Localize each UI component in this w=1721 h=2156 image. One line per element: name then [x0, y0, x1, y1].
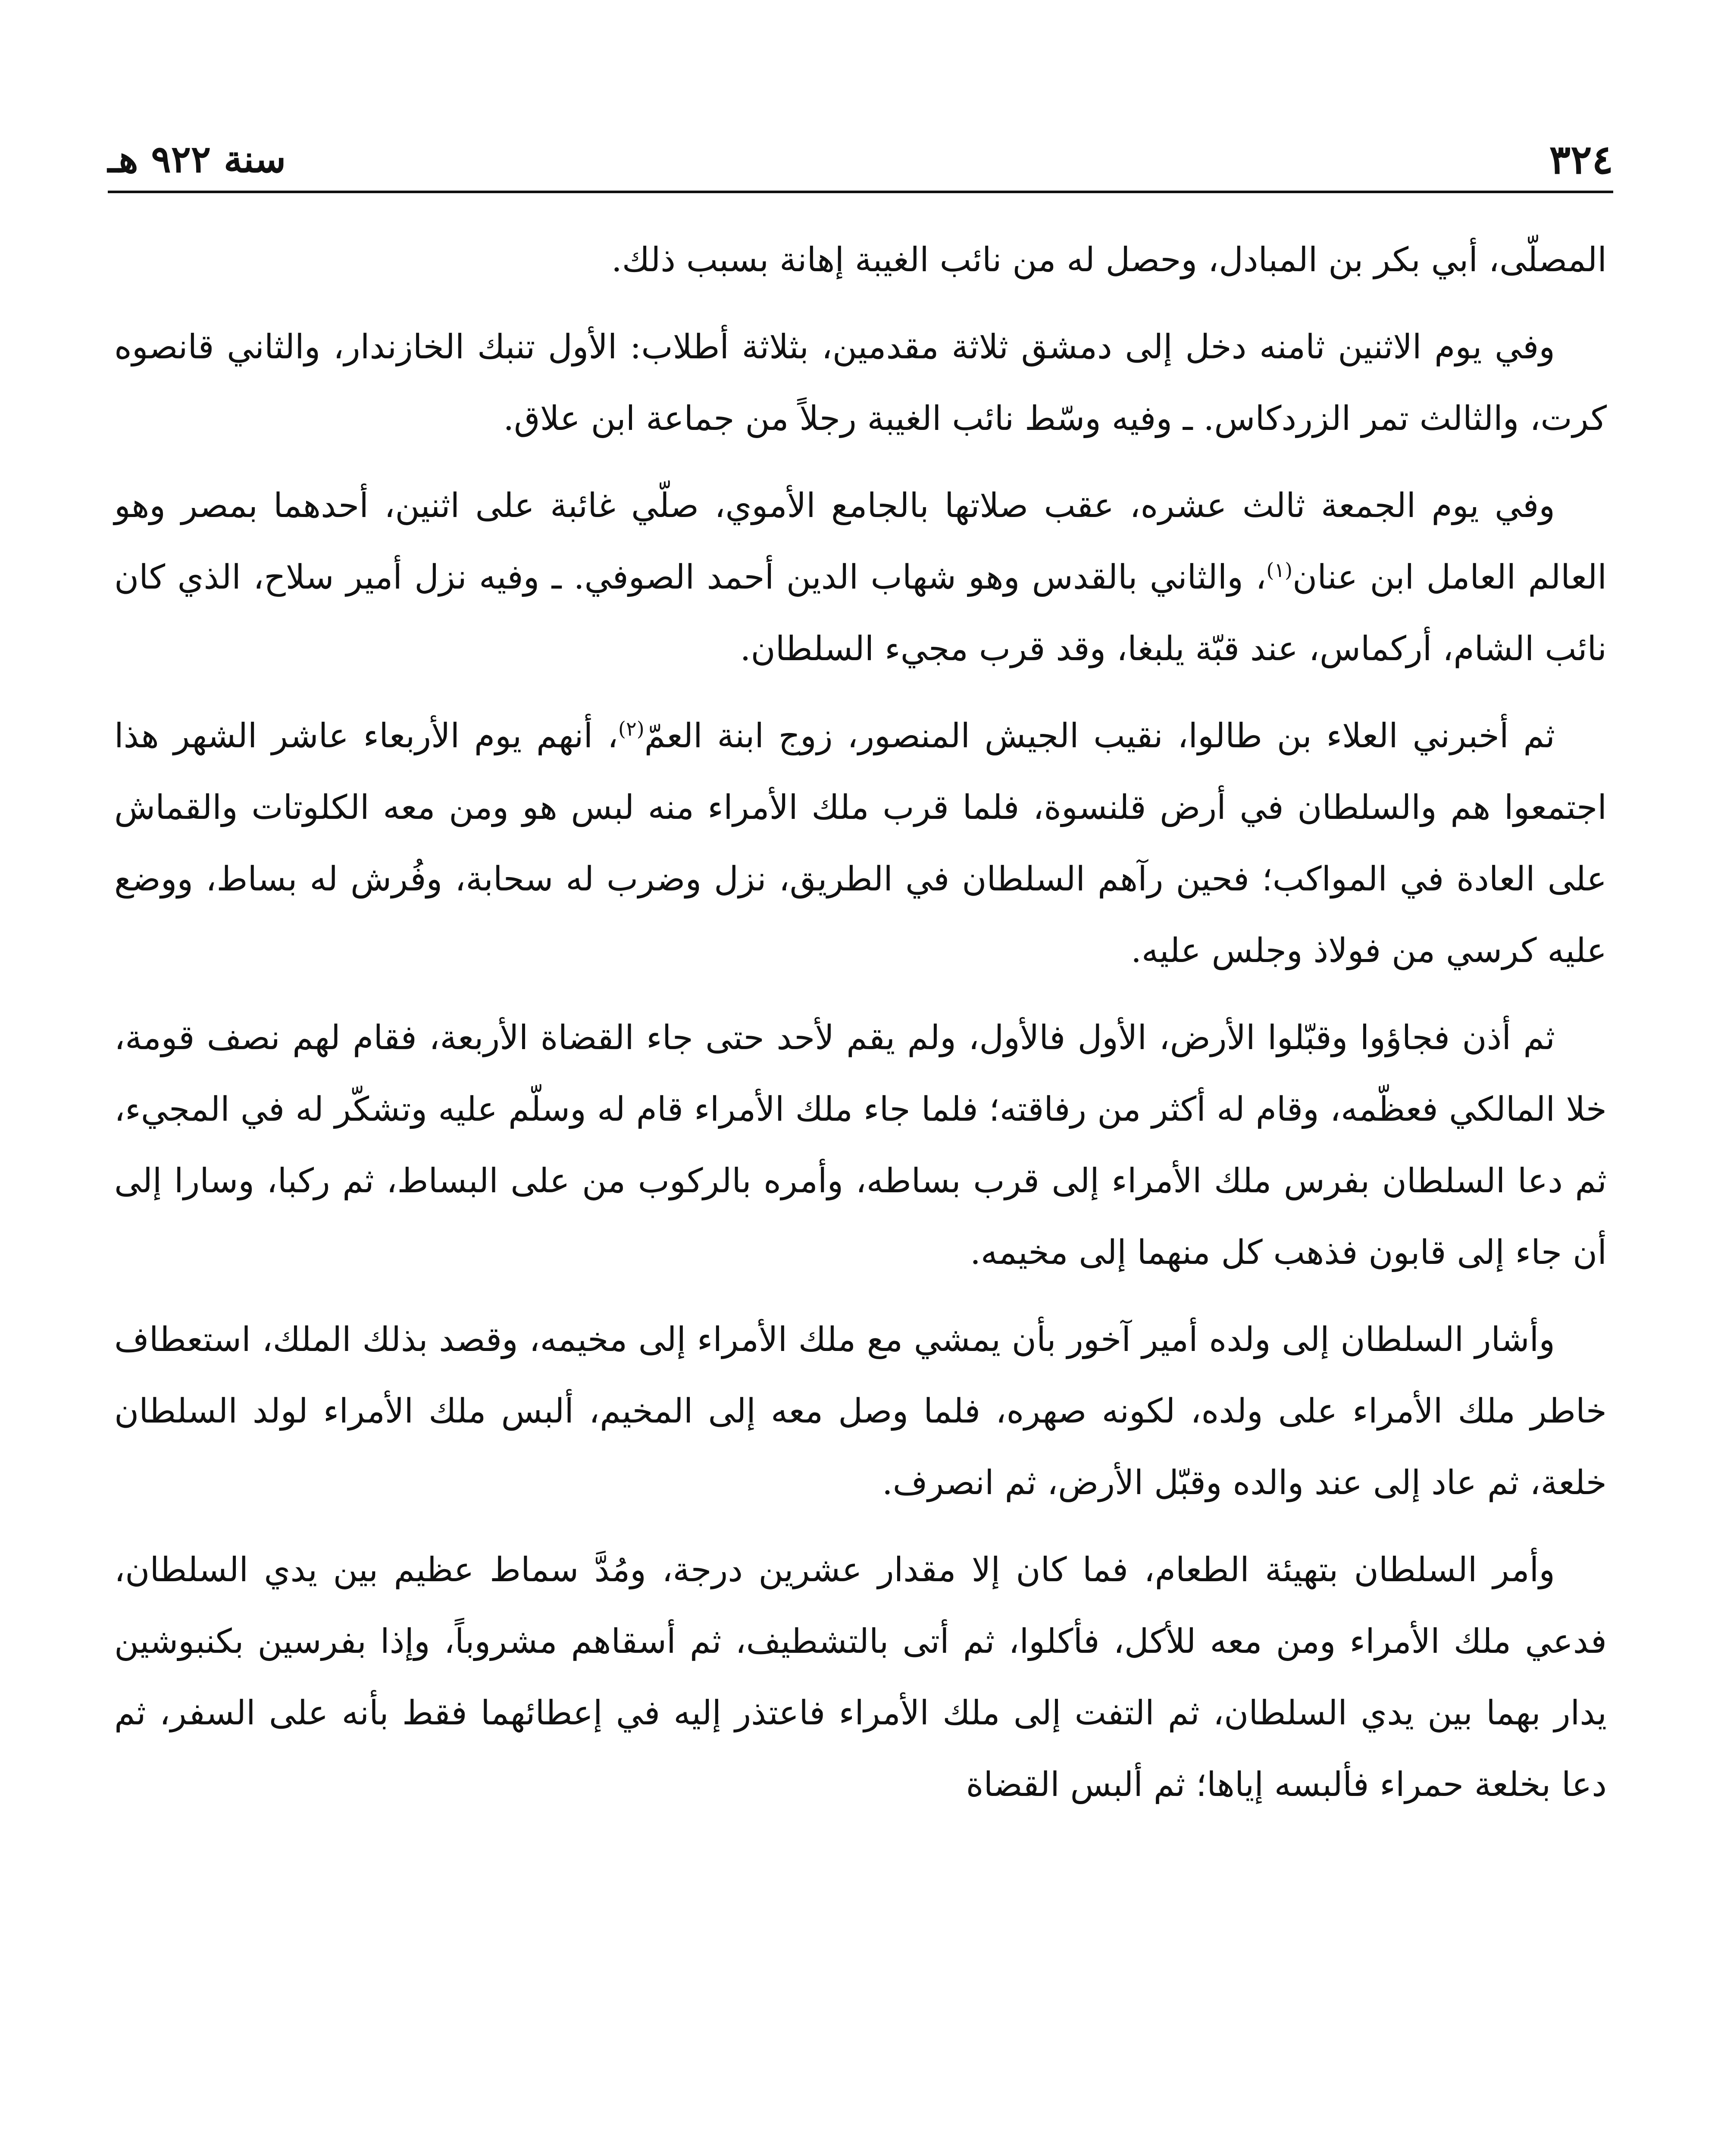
paragraph-text-after-ref: ، والثاني بالقدس وهو شهاب الدين أحمد الصوفي. ـ وفيه نزل أمير سلاح، الذي كان نائب الشام، أركماس، عند قبّة يلبغا، وقد قرب مجيء السلطان.: [114, 558, 1607, 668]
paragraph-6: [114, 1304, 1607, 1519]
running-title: سنة ٩٢٢ هـ: [108, 138, 286, 181]
paragraph-7: [114, 1534, 1607, 1821]
paragraph-3: [114, 470, 1607, 685]
paragraph-text-after-ref: ، أنهم يوم الأربعاء عاشر الشهر هذا اجتمعوا هم والسلطان في أرض قلنسوة، فلما قرب ملك الأمراء منه لبس هو ومن معه الكلوتات والقماش على العادة في المواكب؛ فحين رآهم السلطان في الطريق، نزل وضرب له سحابة، وفُرش له بساط، ووضع عليه كرسي من فولاذ وجلس عليه.: [114, 717, 1607, 970]
paragraph-text: وأمر السلطان بتهيئة الطعام، فما كان إلا مقدار عشرين درجة، ومُدَّ سماط عظيم بين يدي السلطان، فدعي ملك الأمراء ومن معه للأكل، فأكلوا، ثم أتى بالتشطيف، ثم أسقاهم مشروباً، وإذا بفرسين بكنبوشين يدار بهما بين يدي السلطان، ثم التفت إلى ملك الأمراء فاعتذر إليه في إعطائهما فقط بأنه على السفر، ثم دعا بخلعة حمراء فألبسه إياها؛ ثم ألبس القضاة: [114, 1551, 1607, 1804]
footnote-ref-2[interactable]: (٢): [618, 717, 645, 740]
footnote-ref-1[interactable]: (١): [1266, 558, 1293, 582]
main-text: [114, 224, 1607, 1836]
paragraph-text: المصلّى، أبي بكر بن المبادل، وحصل له من نائب الغيبة إهانة بسبب ذلك.: [611, 241, 1607, 279]
paragraph-1: [114, 224, 1607, 296]
header-rule: [108, 191, 1613, 193]
paragraph-text: وفي يوم الاثنين ثامنه دخل إلى دمشق ثلاثة مقدمين، بثلاثة أطلاب: الأول تنبك الخازندار، والثاني قانصوه كرت، والثالث تمر الزردكاس. ـ وفيه وسّط نائب الغيبة رجلاً من جماعة ابن علاق.: [114, 328, 1607, 438]
paragraph-4: [114, 700, 1607, 987]
paragraph-5: [114, 1002, 1607, 1288]
paragraph-text-before-ref: ثم أخبرني العلاء بن طالوا، نقيب الجيش المنصور، زوج ابنة العمّ: [644, 717, 1555, 755]
page-number: ٣٢٤: [1549, 136, 1613, 183]
paragraph-text: ثم أذن فجاؤوا وقبّلوا الأرض، الأول فالأول، ولم يقم لأحد حتى جاء القضاة الأربعة، فقام لهم نصف قومة، خلا المالكي فعظّمه، وقام له أكثر من رفاقته؛ فلما جاء ملك الأمراء قام له وسلّم عليه وتشكّر له في المجيء، ثم دعا السلطان بفرس ملك الأمراء إلى قرب بساطه، وأمره بالركوب من على البساط، ثم ركبا، وسارا إلى أن جاء إلى قابون فذهب كل منهما إلى مخيمه.: [114, 1018, 1607, 1272]
running-header: [108, 129, 1613, 190]
paragraph-2: [114, 311, 1607, 454]
paragraph-text-before-ref: وفي يوم الجمعة ثالث عشره، عقب صلاتها بالجامع الأموي، صلّي غائبة على اثنين، أحدهما بمصر وهو العالم العامل ابن عنان: [114, 486, 1607, 597]
paragraph-text: وأشار السلطان إلى ولده أمير آخور بأن يمشي مع ملك الأمراء إلى مخيمه، وقصد بذلك الملك، استعطاف خاطر ملك الأمراء على ولده، لكونه صهره، فلما وصل معه إلى المخيم، ألبس ملك الأمراء لولد السلطان خلعة، ثم عاد إلى عند والده وقبّل الأرض، ثم انصرف.: [114, 1320, 1607, 1502]
